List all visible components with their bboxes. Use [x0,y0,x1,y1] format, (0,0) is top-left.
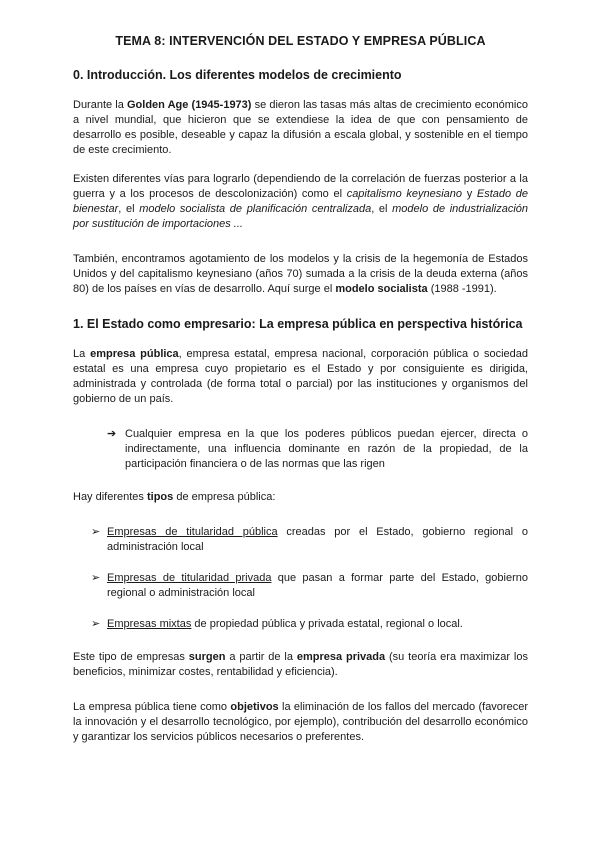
text-run: Este tipo de empresas [73,651,189,663]
text-run: y [462,188,477,200]
bold-text: Golden Age (1945-1973) [126,99,252,111]
italic-text: Estado de bienestar [73,188,529,215]
bold-text: objetivos [230,701,279,713]
list-item-text: que pasan a formar parte del Estado, gobierno regional o administración local [107,572,528,599]
document-page [73,34,528,759]
text-run: , empresa estatal, empresa nacional, corporación pública o sociedad estatal es una empresa cuyo propietario es el Estado y por consiguiente es dirigida, administrada y controlada (de forma total o parcial) por las instituciones y organismos del gobierno de un país. [73,348,528,405]
list-item-text: creadas por el Estado, gobierno regional o administración local [107,526,528,553]
section-1-paragraph-1 [73,347,528,407]
italic-text: modelo socialista de planificación centralizada [139,203,372,215]
italic-text: modelo de industrialización por sustitución de importaciones ... [73,203,528,230]
text-run: , el [118,203,140,215]
section-1-paragraph-3 [73,650,528,680]
text-run: la eliminación de los fallos del mercado (favorecer la innovación y el desarrollo tecnológico, por ejemplo), contribución del desarrollo económico y garantizar los servicios públicos necesarios o preferentes. [73,701,528,743]
text-run: se dieron las tasas más altas de crecimiento económico a nivel mundial, que hicieron que se extendiese la idea de que con pensamiento de desarrollo es posible, deseable y capaz la difusión a escala global, y sostenible en el tiempo de este crecimiento. [73,99,528,156]
triangle-bullet-icon: ➢ [91,572,101,584]
triangle-bullet-icon: ➢ [91,526,101,538]
list-item-text: Cualquier empresa en la que los poderes públicos puedan ejercer, directa o indirectamente, una influencia dominante en razón de la propiedad, de la participación financiera o de las normas que las rigen [125,428,528,470]
arrow-bullet-icon: ➔ [107,428,117,440]
bold-text: empresa privada [296,651,386,663]
text-run: de empresa pública: [173,491,276,503]
underlined-text: Empresas de titularidad pública [107,526,278,538]
section-1-paragraph-2 [73,490,528,505]
text-run: También, encontramos agotamiento de los modelos y la crisis de la hegemonía de Estados Unidos y del capitalismo keynesiano (años 70) sumada a la crisis de la deuda externa (años 80) de los países en vías de desarrollo. Aquí surge el [73,253,528,295]
list-item [73,525,528,555]
bold-text: empresa pública [90,348,179,360]
text-run: Existen diferentes vías para lograrlo (dependiendo de la correlación de fuerzas posterior a la guerra y a los procesos de descolonización) como el [73,173,528,200]
section-1-heading: 1. El Estado como empresario: La empresa pública en perspectiva histórica [73,317,523,331]
list-item-text: de propiedad pública y privada estatal, regional o local. [191,618,463,630]
text-run: La empresa pública tiene como [73,701,231,713]
section-1-paragraph-4 [73,700,528,745]
list-item [73,617,528,632]
bold-text: tipos [146,491,174,503]
document-title: TEMA 8: INTERVENCIÓN DEL ESTADO Y EMPRESA PÚBLICA [115,34,486,48]
list-item [73,427,528,472]
bold-text: modelo socialista [335,283,428,295]
definition-list [73,427,528,472]
text-run: a partir de la [225,651,297,663]
text-run: Hay diferentes [73,491,147,503]
triangle-bullet-icon: ➢ [91,618,101,630]
bold-text: surgen [188,651,226,663]
text-run: La [73,348,91,360]
underlined-text: Empresas mixtas [107,618,192,630]
text-run: , el [371,203,393,215]
intro-paragraph-1 [73,98,528,158]
types-list [73,525,528,632]
section-0-heading: 0. Introducción. Los diferentes modelos de crecimiento [73,68,402,82]
italic-text: capitalismo keynesiano [346,188,463,200]
intro-paragraph-2 [73,172,528,232]
text-run: (su teoría era maximizar los beneficios, minimizar costes, rentabilidad y eficiencia). [73,651,528,678]
text-run: (1988 -1991). [427,283,497,295]
list-item [73,571,528,601]
intro-paragraph-3 [73,252,528,297]
underlined-text: Empresas de titularidad privada [107,572,272,584]
text-run: Durante la [73,99,127,111]
